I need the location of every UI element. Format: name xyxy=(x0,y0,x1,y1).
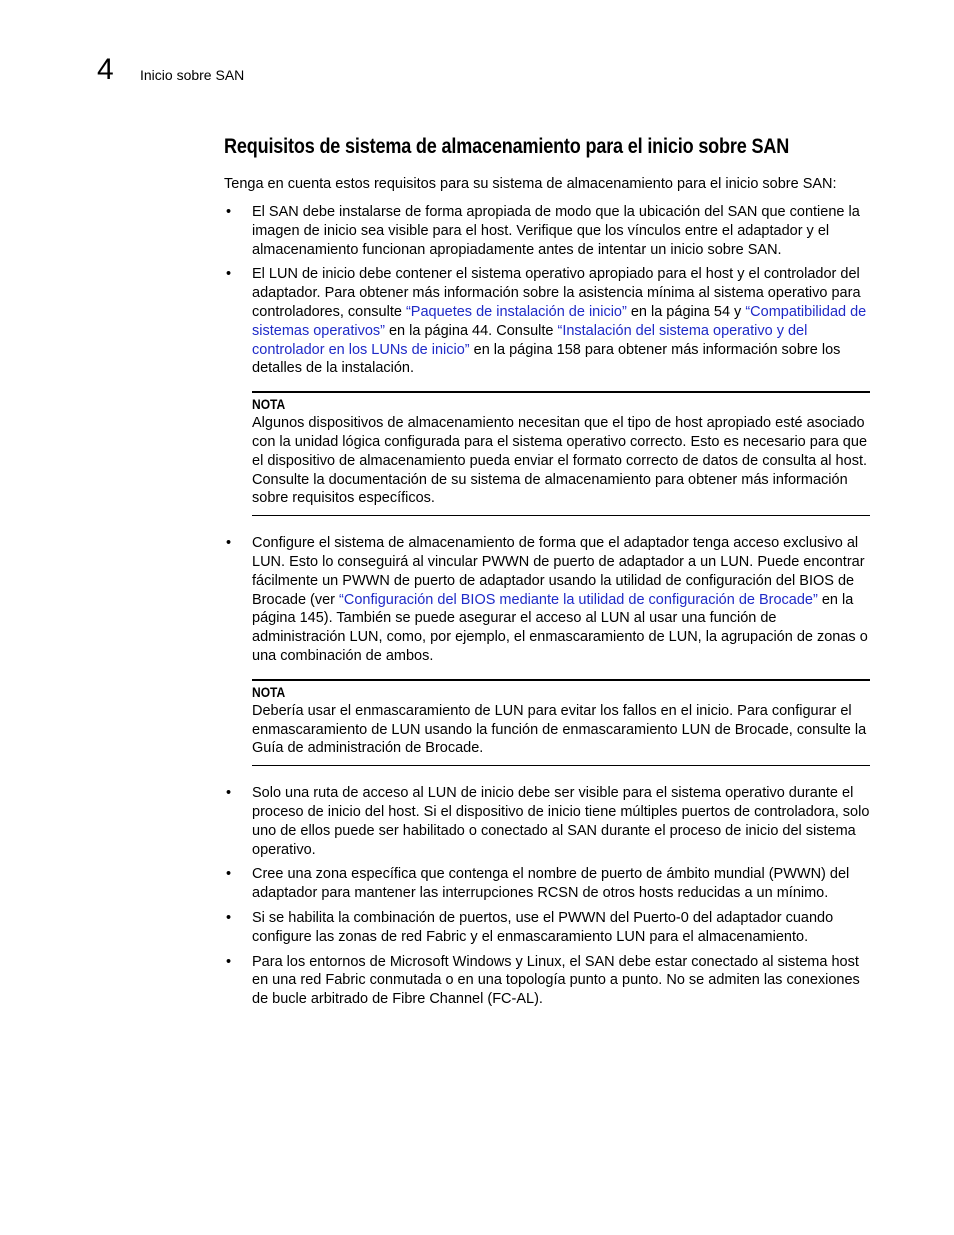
requirements-list xyxy=(224,784,870,1009)
list-item-text: en la página 54 y xyxy=(626,303,746,320)
bullet-icon: • xyxy=(226,866,232,883)
list-item xyxy=(224,909,870,947)
section-heading: Requisitos de sistema de almacenamiento para el inicio sobre SAN xyxy=(224,135,790,158)
list-item-text: en la página 158 para obtener más información sobre los detalles de la instalación. xyxy=(252,341,841,377)
list-item-text: Cree una zona específica que contenga el nombre de puerto de ámbito mundial (PWWN) del adaptador para mantener las interrupciones RCSN de otros hosts reducidas a un mínimo. xyxy=(252,866,850,902)
xref-link-compatibilidad-so[interactable]: “Compatibilidad de sistemas operativos” xyxy=(252,303,867,339)
bullet-icon: • xyxy=(226,909,232,926)
note-label: NOTA xyxy=(252,396,286,413)
bullet-icon: • xyxy=(226,953,232,970)
chapter-number: 4 xyxy=(97,53,114,86)
note-text: Algunos dispositivos de almacenamiento necesitan que el tipo de host apropiado esté asociado con la unidad lógica configurada para el sistema operativo correcto. Esto es necesario para que el dispositivo de almacenamiento pueda enviar el formato correcto de datos de consulta al host. Consulte la documentación de su sistema de almacenamiento para obtener más información sobre requisitos específicos. xyxy=(252,415,868,507)
note-text: Debería usar el enmascaramiento de LUN para evitar los fallos en el inicio. Para configurar el enmascaramiento de LUN usando la función de enmascaramiento LUN de Brocade, consulte la Guía de administración de Brocade. xyxy=(252,702,867,757)
bullet-icon: • xyxy=(226,785,232,802)
list-item xyxy=(224,784,870,859)
list-item-text: en la página 145). También se puede asegurar el acceso al LUN al usar una función de administración LUN, como, por ejemplo, el enmascaramiento de LUN, la agrupación de zonas o una combinación de ambos. xyxy=(252,591,868,664)
note-box xyxy=(252,391,870,516)
bullet-icon: • xyxy=(226,204,232,220)
list-item-text: en la página 44. Consulte xyxy=(384,322,558,339)
note-box xyxy=(252,679,870,766)
list-item xyxy=(224,953,870,1009)
list-item-text: El SAN debe instalarse de forma apropiada de modo que la ubicación del SAN que contiene la imagen de inicio sea visible para el host. Verifique que los vínculos entre el adaptador y el almacenamiento funcionan apropiadamente antes de intentar un inicio sobre SAN. xyxy=(252,204,860,258)
list-item xyxy=(224,265,870,378)
xref-link-configuracion-bios[interactable]: “Configuración del BIOS mediante la utilidad de configuración de Brocade” xyxy=(339,591,818,608)
list-item xyxy=(224,865,870,903)
xref-link-instalacion-so-luns[interactable]: “Instalación del sistema operativo y del controlador en los LUNs de inicio” xyxy=(252,322,808,358)
list-item xyxy=(224,203,870,259)
page-content xyxy=(224,133,870,1015)
list-item-text: Configure el sistema de almacenamiento de forma que el adaptador tenga acceso exclusivo al LUN. Esto lo conseguirá al vincular PWWN de puerto de adaptador a un LUN. Puede encontrar fácilmente un PWWN de puerto de adaptador usando la utilidad de configuración del BIOS de Brocade (ver xyxy=(252,535,865,608)
list-item-text: El LUN de inicio debe contener el sistema operativo apropiado para el host y el controlador del adaptador. Para obtener más información sobre la asistencia mínima al sistema operativo para controladores, consulte xyxy=(252,266,861,320)
chapter-title: Inicio sobre SAN xyxy=(140,67,245,83)
list-item-text: Si se habilita la combinación de puertos, use el PWWN del Puerto-0 del adaptador cuando configure las zonas de red Fabric y el enmascaramiento LUN para el almacenamiento. xyxy=(252,909,834,945)
xref-link-paquetes-instalacion[interactable]: “Paquetes de instalación de inicio” xyxy=(405,303,627,320)
list-item xyxy=(224,534,870,666)
bullet-icon: • xyxy=(226,535,232,552)
bullet-icon: • xyxy=(226,266,232,283)
list-item-text: Solo una ruta de acceso al LUN de inicio debe ser visible para el sistema operativo durante el proceso de inicio del host. Si el dispositivo de inicio tiene múltiples puertos de controladora, solo uno de ellos puede ser habilitado o conectado al SAN durante el proceso de inicio del sistema operativo. xyxy=(252,785,870,858)
section-intro: Tenga en cuenta estos requisitos para su sistema de almacenamiento para el inicio sobre SAN: xyxy=(224,176,837,192)
requirements-list xyxy=(224,203,870,378)
list-item-text: Para los entornos de Microsoft Windows y Linux, el SAN debe estar conectado al sistema host en una red Fabric conmutada o en una topología punto a punto. No se admiten las conexiones de bucle arbitrado de Fibre Channel (FC-AL). xyxy=(252,953,860,1008)
requirements-list xyxy=(224,534,870,666)
note-label: NOTA xyxy=(252,683,286,700)
